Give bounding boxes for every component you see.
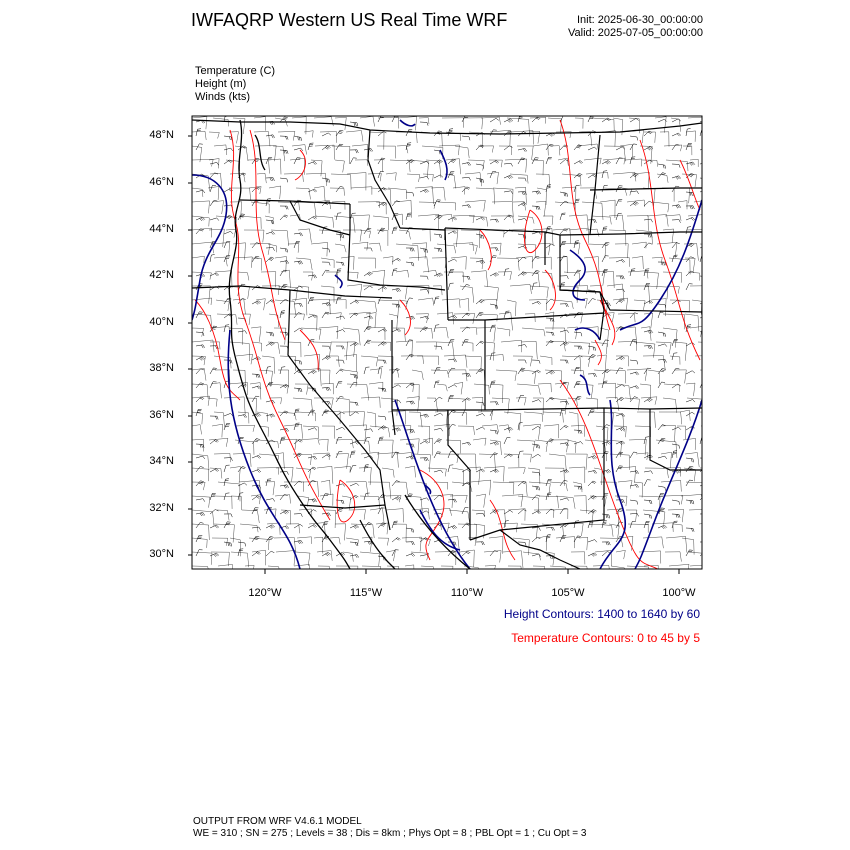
lat-label: 44°N [149,223,174,235]
lon-label: 115°W [349,587,383,599]
height-contour-legend: Height Contours: 1400 to 1640 by 60 [503,607,700,621]
init-time: Init: 2025-06-30_00:00:00 [577,14,703,26]
model-footer-line1: OUTPUT FROM WRF V4.6.1 MODEL [193,816,362,827]
field-temperature-label: Temperature (C) [195,65,276,77]
map-title: IWFAQRP Western US Real Time WRF [191,10,508,30]
lat-label: 46°N [149,176,174,188]
field-winds-label: Winds (kts) [195,91,250,103]
lat-label: 30°N [149,548,174,560]
field-height-label: Height (m) [195,78,247,90]
wind-barbs [196,115,709,561]
county-boundaries [192,116,719,584]
lat-label: 32°N [149,502,174,514]
temperature-contour-legend: Temperature Contours: 0 to 45 by 5 [511,631,700,645]
model-footer-line2: WE = 310 ; SN = 275 ; Levels = 38 ; Dis = 8km ; Phys Opt = 8 ; PBL Opt = 1 ; Cu Opt = 3 [193,828,587,839]
lon-label: 105°W [551,587,585,599]
lat-label: 38°N [149,362,174,374]
lat-label: 42°N [149,269,174,281]
lat-label: 36°N [149,409,174,421]
lon-label: 120°W [248,587,282,599]
lon-label: 100°W [662,587,696,599]
valid-time: Valid: 2025-07-05_00:00:00 [568,27,703,39]
lon-label: 110°W [450,587,484,599]
lat-label: 34°N [149,455,174,467]
lat-label: 48°N [149,129,174,141]
lat-label: 40°N [149,316,174,328]
